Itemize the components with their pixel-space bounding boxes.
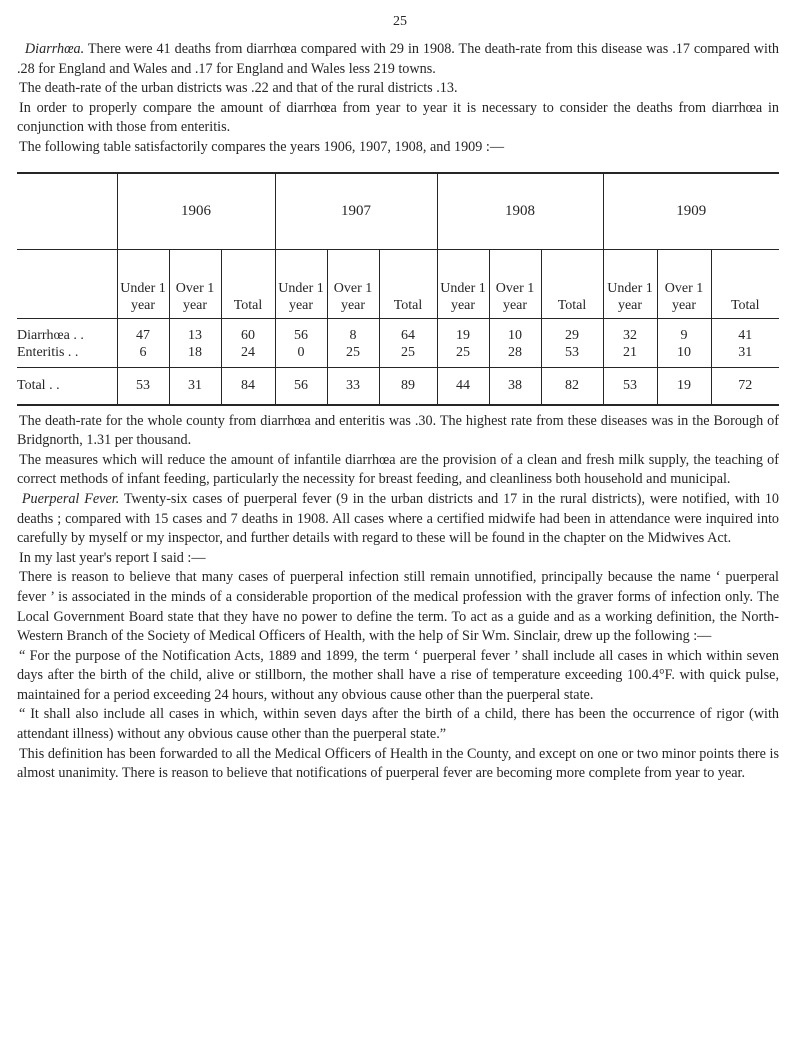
column-header: Over 1 year (327, 249, 379, 318)
table-row-total (17, 367, 779, 405)
column-header: Under 1 year (275, 249, 327, 318)
table-cell: 25 (379, 344, 437, 368)
table-cell: 82 (541, 367, 603, 405)
paragraph-diarrhoea (17, 40, 779, 79)
table-cell: 10 (489, 318, 541, 344)
table-cell: 64 (379, 318, 437, 344)
table-cell: 44 (437, 367, 489, 405)
table-cell: 89 (379, 367, 437, 405)
page-number: 25 (393, 14, 407, 29)
paragraph-death-rate: The death-rate for the whole county from diarrhœa and enteritis was .30. The highest rate from these diseases was in the Borough of Bridgnorth, 1.31 per thousand. (17, 412, 779, 449)
table-cell: 53 (117, 367, 169, 405)
table-cell: 18 (169, 344, 221, 368)
table-cell: 10 (657, 344, 711, 368)
table-cell: 8 (327, 318, 379, 344)
paragraph-quote-2: “ It shall also include all cases in which, within seven days after the birth of a child, there has been the occurrence of rigor (with attendant illness) without any obvious cause other than the puerperal state.” (17, 706, 779, 743)
table-cell: 38 (489, 367, 541, 405)
table-corner (17, 173, 117, 250)
text-puerperal: Twenty-six cases of puerperal fever (9 in the urban districts and 17 in the rural districts), were notified, with 10 deaths ; compared with 15 cases and 7 deaths in 1908. All cases where a certified midwife had been in attendance were inquired into carefully by myself or my inspector, and further details with regard to these will be found in the chapter on the Midwives Act. (17, 490, 780, 547)
column-header: Under 1 year (117, 249, 169, 318)
paragraph-reason: There is reason to believe that many cases of puerperal infection still remain unnotified, principally because the name ‘ puerperal fever ’ is associated in the minds of a considerable proportion of the medical profession with the graver forms of infection only. The Local Government Board state that they have no power to define the term. To act as a guide and as a working definition, the North-Western Branch of the Society of Medical Officers of Health, with the help of Sir Wm. Sinclair, drew up the following :— (17, 569, 779, 645)
column-header: Over 1 year (489, 249, 541, 318)
column-header: Over 1 year (657, 249, 711, 318)
table-cell: 33 (327, 367, 379, 405)
row-label: Total . . (17, 367, 117, 405)
deaths-comparison-table (17, 172, 779, 406)
table-cell: 19 (657, 367, 711, 405)
year-header: 1907 (275, 173, 437, 250)
paragraph-compare: In order to properly compare the amount of diarrhœa from year to year it is necessary to consider the deaths from diarrhœa in conjunction with those from enteritis. (17, 99, 779, 136)
column-header: Total (221, 249, 275, 318)
table-cell: 9 (657, 318, 711, 344)
table-cell: 6 (117, 344, 169, 368)
paragraph-measures: The measures which will reduce the amount of infantile diarrhœa are the provision of a clean and fresh milk supply, the teaching of correct methods of infant feeding, particularly the necessity for breast feeding, and cleanliness both household and municipal. (17, 451, 779, 488)
text-diarrhoea: There were 41 deaths from diarrhœa compared with 29 in 1908. The death-rate from this disease was .17 compared with .28 for England and Wales and .17 for England and Wales less 219 towns. (17, 41, 780, 77)
table-cell: 60 (221, 318, 275, 344)
column-header: Under 1 year (437, 249, 489, 318)
table-cell: 47 (117, 318, 169, 344)
table-cell: 25 (327, 344, 379, 368)
paragraph-definition: This definition has been forwarded to all the Medical Officers of Health in the County, and except on one or two minor points there is almost unanimity. There is reason to believe that notifications of puerperal fever are becoming more complete from year to year. (17, 745, 779, 782)
column-header: Total (541, 249, 603, 318)
year-header: 1909 (603, 173, 779, 250)
table-cell: 56 (275, 318, 327, 344)
table-cell: 29 (541, 318, 603, 344)
heading-diarrhoea: Diarrhœa. (24, 41, 85, 57)
row-label: Diarrhœa . . (17, 327, 84, 343)
column-header: Over 1 year (169, 249, 221, 318)
document-body (17, 40, 779, 784)
row-label: Enteritis . . (17, 344, 79, 360)
table-cell: 31 (169, 367, 221, 405)
table-cell: 53 (541, 344, 603, 368)
paragraph-urban-rural: The death-rate of the urban districts was .22 and that of the rural districts .13. (19, 80, 458, 97)
year-header: 1908 (437, 173, 603, 250)
table-cell: 21 (603, 344, 657, 368)
table-cell: 0 (275, 344, 327, 368)
table-cell: 28 (489, 344, 541, 368)
table-corner-sub (17, 249, 117, 318)
paragraph-following: The following table satisfactorily compares the years 1906, 1907, 1908, and 1909 :— (19, 138, 505, 155)
table-cell: 32 (603, 318, 657, 344)
table-cell: 13 (169, 318, 221, 344)
table-row-enteritis (17, 344, 779, 368)
year-header: 1906 (117, 173, 275, 250)
table-cell: 19 (437, 318, 489, 344)
table-cell: 25 (437, 344, 489, 368)
table-cell: 24 (221, 344, 275, 368)
table-row-diarrhoea (17, 318, 779, 344)
table-cell: 53 (603, 367, 657, 405)
table-cell: 84 (221, 367, 275, 405)
table-cell: 56 (275, 367, 327, 405)
table-cell: 72 (711, 367, 779, 405)
column-header: Under 1 year (603, 249, 657, 318)
table-cell: 41 (711, 318, 779, 344)
paragraph-last-year: In my last year's report I said :— (19, 549, 206, 566)
paragraph-puerperal (17, 490, 779, 549)
heading-puerperal: Puerperal Fever. (21, 490, 120, 507)
column-header: Total (711, 249, 779, 318)
column-header: Total (379, 249, 437, 318)
paragraph-quote-1: “ For the purpose of the Notification Acts, 1889 and 1899, the term ‘ puerperal fever ’ shall include all cases in which within seven days after the birth of the child, alive or stillborn, the mother shall have a rise of temperature exceeding 100.4°F. with quick pulse, maintained for a period exceeding 24 hours, without any obvious cause other than the puerperal state. (17, 647, 779, 703)
table-cell: 31 (711, 344, 779, 368)
